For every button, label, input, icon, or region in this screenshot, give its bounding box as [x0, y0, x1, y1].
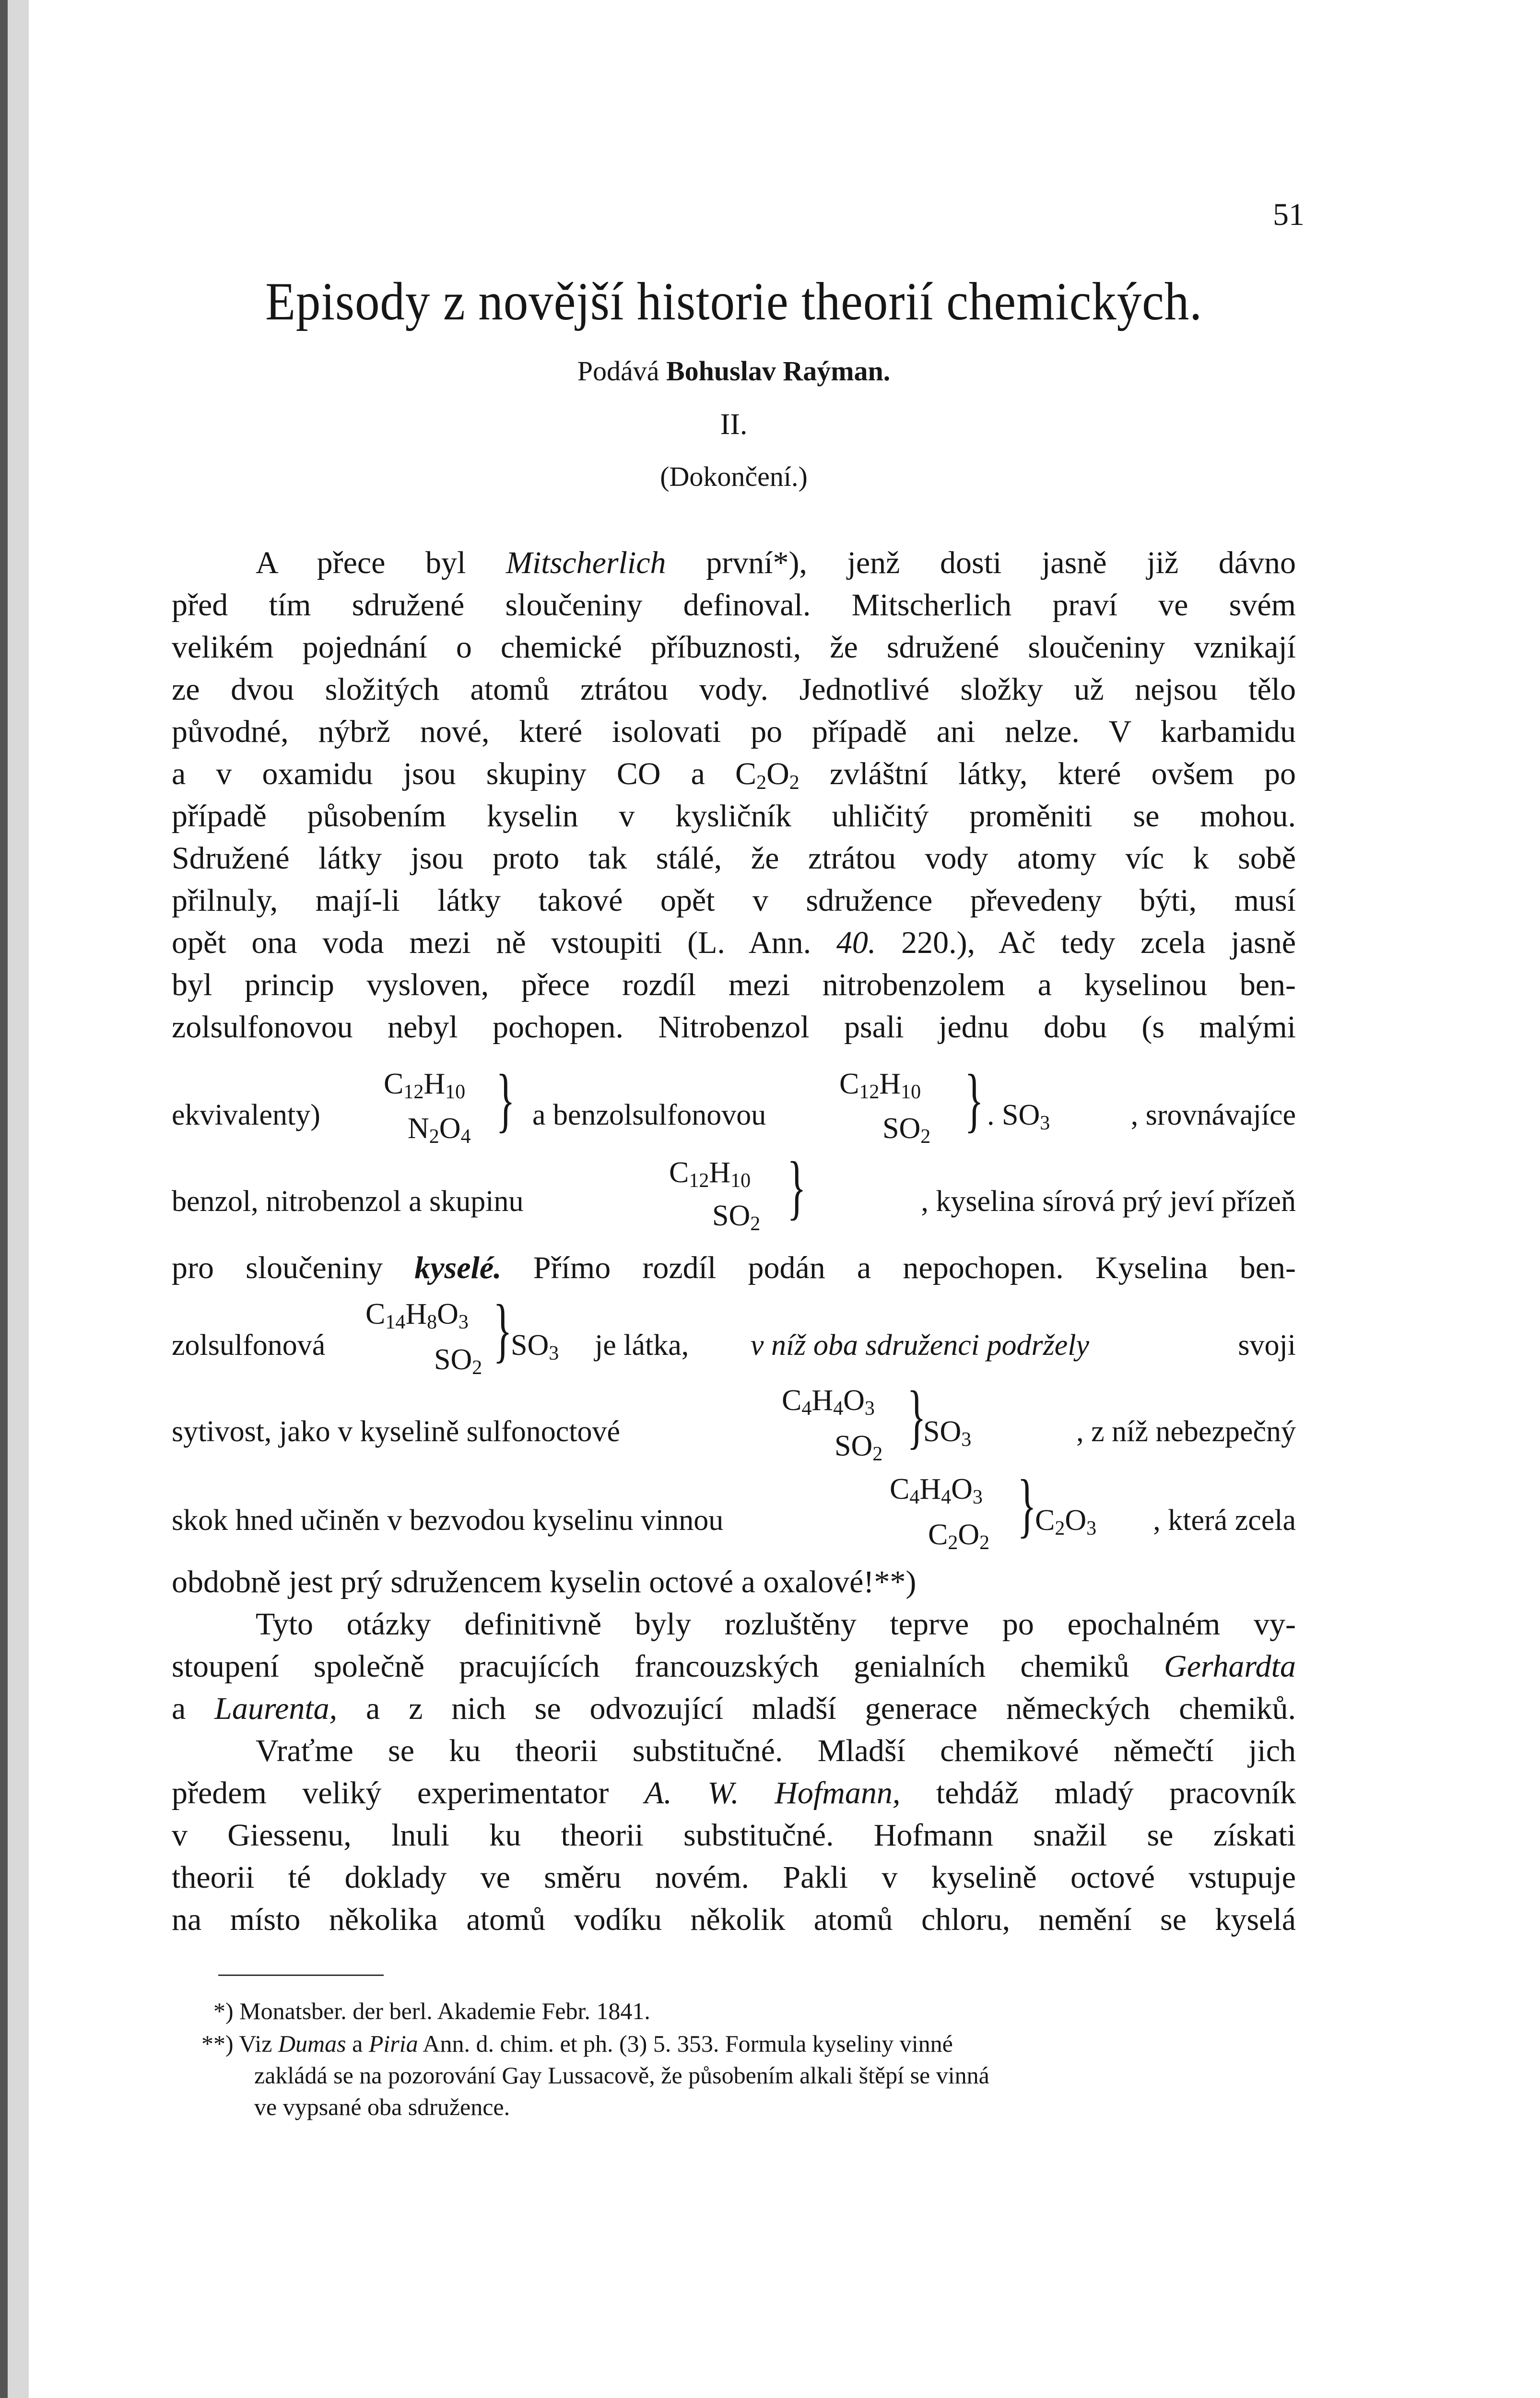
text-line: Sdružené látky jsou proto tak stálé, že ztrátou vody atomy víc k sobě [172, 841, 1296, 876]
footnote-2-line-2: zakládá se na pozorování Gay Lussacově, že působením alkali štěpí se vinná [254, 2062, 989, 2089]
footnote-2: **) Viz Dumas a Piria Ann. d. chim. et ph. (3) 5. 353. Formula kyseliny vinné [201, 2030, 953, 2057]
formula-text: sytivost, jako v kyselině sulfonoctové [172, 1415, 621, 1448]
text-line: a Laurenta, a z nich se odvozující mladší generace německých chemiků. [172, 1691, 1296, 1726]
text-line: obdobně jest prý sdružencem kyselin octové a oxalové!**) [172, 1564, 917, 1599]
page-number: 51 [1273, 197, 1305, 232]
formula-denominator: $N_2O_4$ [408, 1112, 471, 1148]
page-edge-binding [0, 0, 8, 2398]
author-prefix: Podává [577, 355, 659, 387]
text-line: původné, nýbrž nové, které isolovati po případě ani nelze. V karbamidu [172, 714, 1296, 749]
brace-icon: } [496, 1060, 515, 1140]
formula-text: v níž oba sdruženci podržely [751, 1329, 1090, 1362]
formula-text: a benzolsulfonovou [532, 1099, 766, 1131]
text-line: ze dvou složitých atomů ztrátou vody. Jednotlivé složky už nejsou tělo [172, 672, 1296, 707]
brace-icon: } [964, 1060, 984, 1140]
formula-text: $C_2O_3$ [1035, 1504, 1097, 1540]
formula-numerator: $C_{12}H_{10}$ [669, 1156, 751, 1192]
brace-icon: } [787, 1147, 806, 1227]
text-line: byl princip vysloven, přece rozdíl mezi nitrobenzolem a kyselinou ben- [172, 967, 1296, 1002]
formula-numerator: $C_4H_4O_3$ [890, 1473, 983, 1508]
footnote-1: *) Monatsber. der berl. Akademie Febr. 1841. [213, 1998, 650, 2024]
text-line: na místo několika atomů vodíku několik atomů chloru, nemění se kyselá [172, 1902, 1296, 1937]
text-line: zolsulfonovou nebyl pochopen. Nitrobenzol psali jednu dobu (s malými [172, 1010, 1296, 1045]
formula-text: , která zcela [1153, 1504, 1296, 1537]
article-title: Episody z novější historie theorií chemických. [265, 272, 1202, 331]
text-line: A přece byl Mitscherlich první*), jenž dosti jasně již dávno [256, 545, 1296, 580]
formula-text: $SO_3$ [923, 1415, 972, 1451]
formula-denominator: $SO_2$ [434, 1343, 482, 1379]
formula-text: , kyselina sírová prý jeví přízeň [921, 1185, 1296, 1218]
author-name: Bohuslav Raýman. [666, 355, 891, 387]
formula-numerator: $C_{14}H_8O_3$ [365, 1298, 469, 1333]
text-line: theorii té doklady ve směru novém. Pakli v kyselině octové vstupuje [172, 1860, 1296, 1895]
formula-text: skok hned učiněn v bezvodou kyselinu vinnou [172, 1504, 724, 1537]
formula-denominator: $C_2O_2$ [928, 1518, 990, 1554]
footnote-rule [218, 1975, 384, 1976]
formula-text: $SO_3$ [511, 1329, 559, 1364]
text-line: Tyto otázky definitivně byly rozluštěny teprve po epochalném vy- [256, 1607, 1296, 1642]
formula-denominator: $SO_2$ [712, 1199, 761, 1235]
text-line: v Giessenu, lnuli ku theorii substitučné. Hofmann snažil se získati [172, 1818, 1296, 1853]
brace-icon: } [493, 1290, 512, 1370]
formula-text: benzol, nitrobenzol a skupinu [172, 1185, 524, 1218]
formula-numerator: $C_4H_4O_3$ [782, 1384, 875, 1420]
formula-text: je látka, [595, 1329, 689, 1362]
footnote-2-line-3: ve vypsané oba sdružence. [254, 2093, 510, 2120]
text-line: předem veliký experimentator A. W. Hofmann, tehdáž mladý pracovník [172, 1775, 1296, 1810]
text-line: stoupení společně pracujících francouzských genialních chemiků Gerhardta [172, 1649, 1296, 1684]
author-line [173, 355, 1295, 387]
text-line: přilnuly, mají-li látky takové opět v sdružence převedeny býti, musí [172, 883, 1296, 918]
formula-text: zolsulfonová [172, 1329, 326, 1362]
text-line: a v oxamidu jsou skupiny CO a $C_2O_2$ zvláštní látky, které ovšem po [172, 756, 1296, 794]
formula-text: svoji [1238, 1329, 1296, 1362]
formula-text: ekvivalenty) [172, 1099, 320, 1131]
text-line: před tím sdružené sloučeniny definoval. Mitscherlich praví ve svém [172, 588, 1296, 623]
formula-text: . $SO_3$ [987, 1099, 1050, 1134]
text-line: Vraťme se ku theorii substitučné. Mladší chemikové němečtí jich [256, 1733, 1296, 1768]
part-number: II. [720, 408, 748, 441]
text-line: případě působením kyselin v kysličník uhličitý proměniti se mohou. [172, 799, 1296, 834]
formula-denominator: $SO_2$ [882, 1112, 931, 1148]
text-line: pro sloučeniny kyselé. Přímo rozdíl podán a nepochopen. Kyselina ben- [172, 1250, 1296, 1285]
formula-text: , srovnávajíce [1130, 1099, 1296, 1131]
brace-icon: } [907, 1376, 926, 1456]
continuation-note: (Dokončení.) [660, 461, 808, 492]
formula-numerator: $C_{12}H_{10}$ [839, 1068, 921, 1103]
text-line: opět ona voda mezi ně vstoupiti (L. Ann. 40. 220.), Ač tedy zcela jasně [172, 925, 1296, 960]
formula-numerator: $C_{12}H_{10}$ [384, 1068, 466, 1103]
formula-denominator: $SO_2$ [835, 1430, 883, 1465]
formula-text: , z níž nebezpečný [1076, 1415, 1296, 1448]
text-line: velikém pojednání o chemické příbuznosti, že sdružené sloučeniny vznikají [172, 630, 1296, 665]
brace-icon: } [1017, 1465, 1036, 1545]
